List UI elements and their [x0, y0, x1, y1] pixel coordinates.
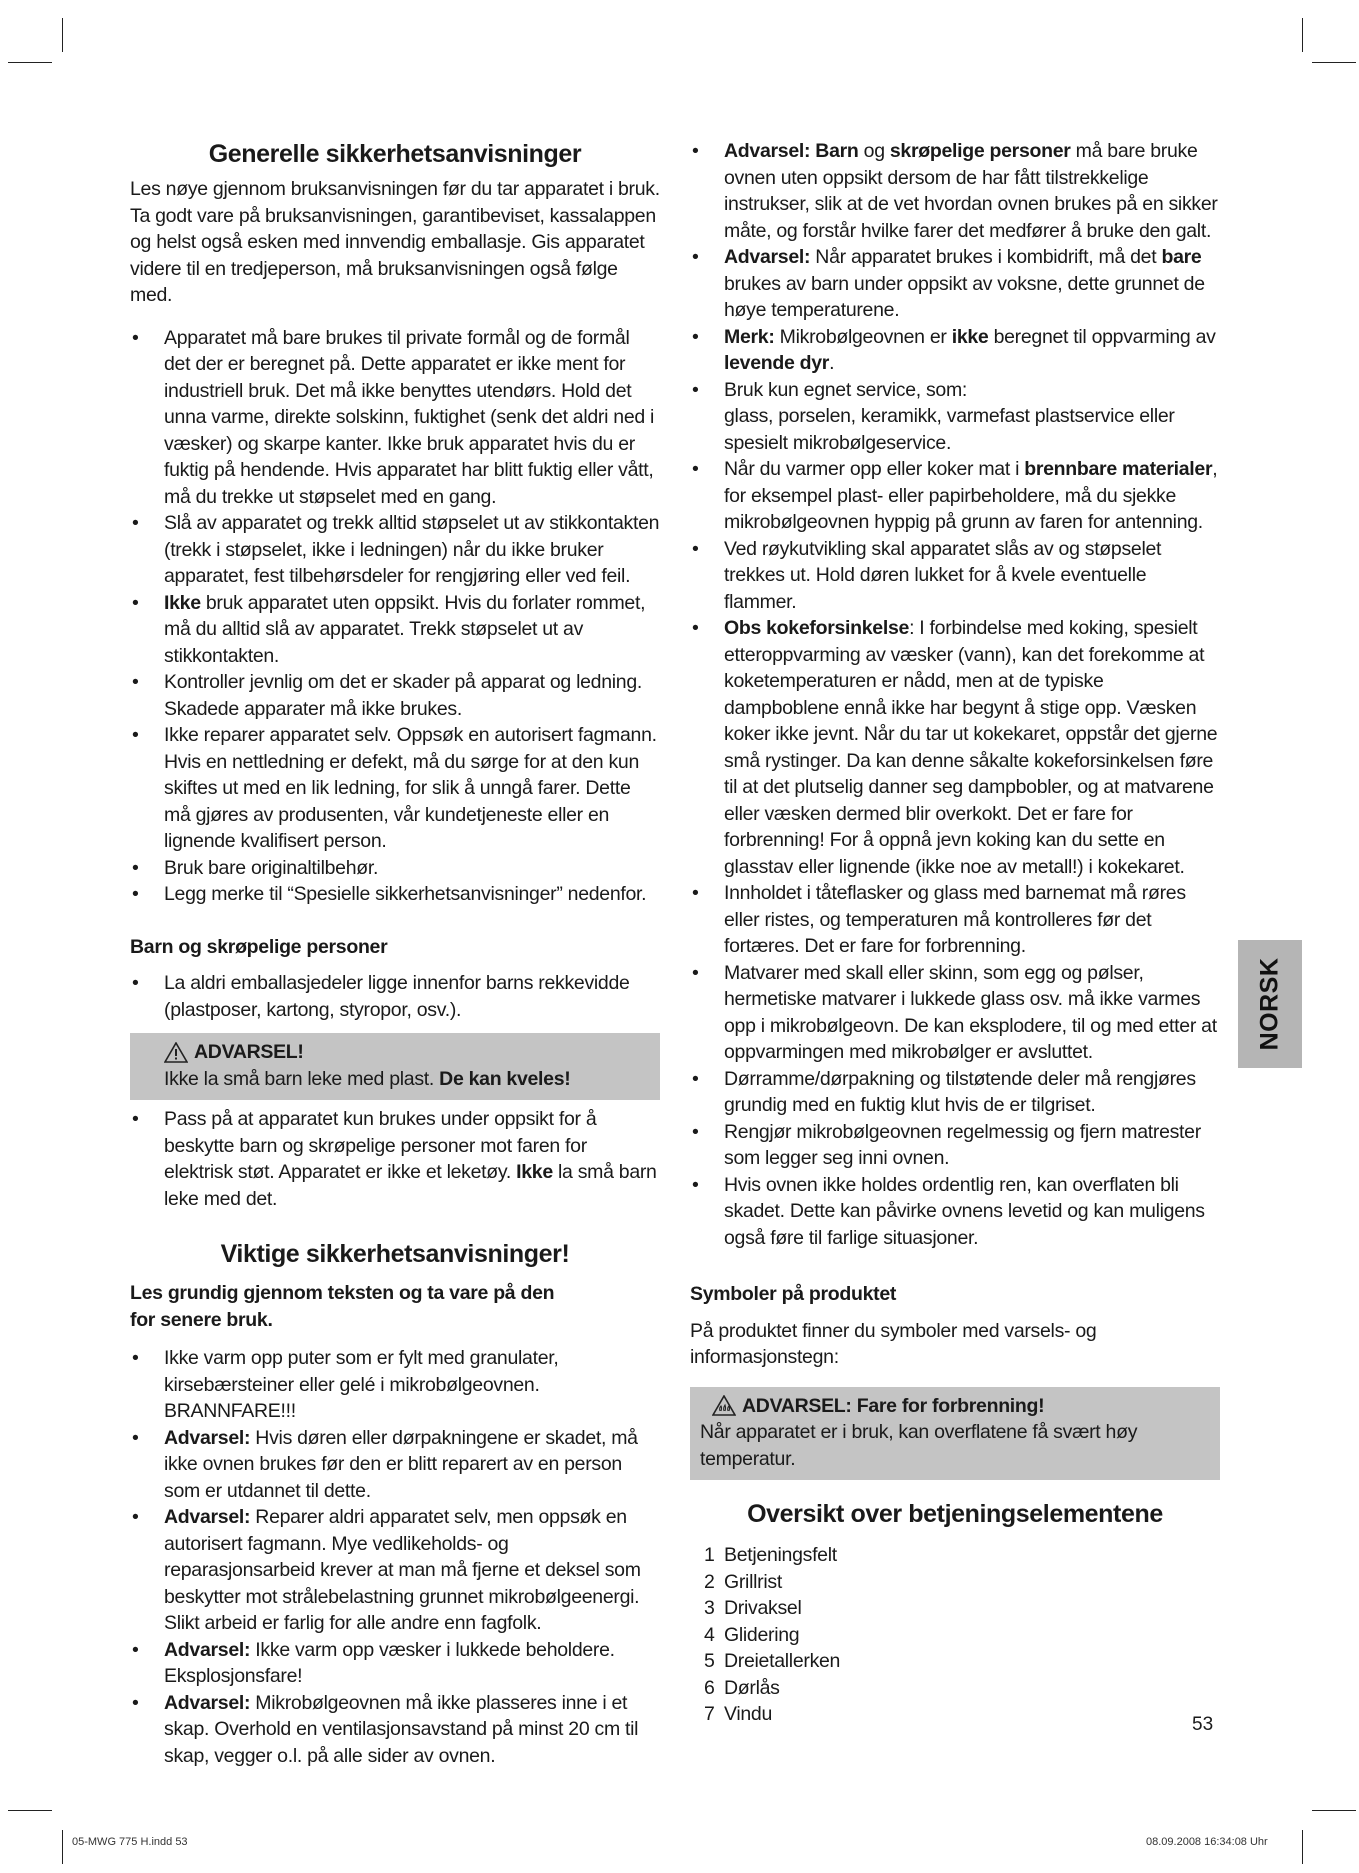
- list-item: 6 Dørlås: [704, 1676, 780, 1699]
- list-item: • Ved røykutvikling skal apparatet slås av og støpselet trekkes ut. Hold døren lukket for å kvele eventuelle flammer.: [690, 536, 1220, 616]
- crop-mark: [8, 1810, 52, 1811]
- right-column: [690, 138, 1220, 1728]
- list-item: • Advarsel: Hvis døren eller dørpakningene er skadet, må ikke ovnen brukes før den er blitt reparert av en person som er utdannet til dette.: [130, 1425, 660, 1505]
- footer-timestamp: 08.09.2008 16:34:08 Uhr: [1146, 1836, 1268, 1848]
- warning-title: ADVARSEL: Fare for forbrenning!: [742, 1394, 1045, 1417]
- list-item: • Legg merke til “Spesielle sikkerhetsanvisninger” nedenfor.: [130, 881, 660, 908]
- children-list-2: [130, 1106, 660, 1212]
- warning-triangle-icon: [164, 1042, 188, 1063]
- list-item: • Advarsel: Når apparatet brukes i kombidrift, må det bare brukes av barn under oppsikt av voksne, dette grunnet de høye temperaturene.: [690, 244, 1220, 324]
- warning-box-plastic: [130, 1033, 660, 1100]
- list-item: 7 Vindu: [704, 1703, 773, 1725]
- warning-title: ADVARSEL!: [194, 1041, 304, 1063]
- children-list: [130, 970, 660, 1023]
- important-safety-list: [130, 1345, 660, 1769]
- footer-filename: 05-MWG 775 H.indd 53: [72, 1836, 188, 1848]
- list-item: 1 Betjeningsfelt: [704, 1544, 837, 1566]
- list-item: • Ikke bruk apparatet uten oppsikt. Hvis du forlater rommet, må du alltid slå av apparatet. Trekk støpselet ut av stikkontakten.: [130, 590, 660, 670]
- warning-box-burn: [690, 1387, 1220, 1481]
- list-item: • Pass på at apparatet kun brukes under oppsikt for å beskytte barn og skrøpelige personer mot faren for elektrisk støt. Apparatet er ikke et leketøy. Ikke la små barn leke med det.: [130, 1106, 660, 1212]
- crop-mark: [62, 1830, 63, 1864]
- crop-mark: [1302, 18, 1303, 52]
- general-safety-list: [130, 325, 660, 908]
- list-item: • Når du varmer opp eller koker mat i brennbare materialer, for eksempel plast- eller papirbeholdere, må du sjekke mikrobølgeovnen hyppig på grunn av faren for antenning.: [690, 456, 1220, 536]
- important-lead: Les grundig gjennom teksten og ta vare på den for senere bruk.: [130, 1282, 555, 1331]
- list-item: • Ikke reparer apparatet selv. Oppsøk en autorisert fagmann. Hvis en nettledning er defekt, må du sørge for at den kun skiftes ut med en lik ledning, for slik å unngå farer. Dette må gjøres av produsenten, vår kundetjeneste eller en lignende kvalifisert person.: [130, 722, 660, 855]
- list-item: • Advarsel: Reparer aldri apparatet selv, men oppsøk en autorisert fagmann. Mye vedlikeholds- og reparasjonsarbeid krever at man må fjerne et deksel som beskytter mot strålebelastning grunnet mikrobølgeenergi. Slikt arbeid er farlig for alle andre enn fagfolk.: [130, 1504, 660, 1637]
- list-item: • Matvarer med skall eller skinn, som egg og pølser, hermetiske matvarer i lukkede glass osv. må ikke varmes opp i mikrobølgeovn. De kan eksplodere, til og med etter at oppvarmingen med mikrobølger er avsluttet.: [690, 960, 1220, 1066]
- special-safety-list: [690, 138, 1220, 1251]
- list-item: • Bruk kun egnet service, som: glass, porselen, keramikk, varmefast plastservice eller spesielt mikrobølgeservice.: [690, 377, 1220, 457]
- warning-emphasis: De kan kveles!: [439, 1067, 571, 1090]
- list-item: • Slå av apparatet og trekk alltid støpselet ut av stikkontakten (trekk i støpselet, ikke i ledningen) når du ikke bruker apparatet, fest tilbehørsdeler for rengjøring eller ved feil.: [130, 510, 660, 590]
- list-item: 5 Dreietallerken: [704, 1650, 841, 1672]
- language-tab-label: NORSK: [1255, 957, 1284, 1051]
- list-item: • Advarsel: Mikrobølgeovnen må ikke plasseres inne i et skap. Overhold en ventilasjonsavstand på minst 20 cm til skap, vegger o.l. på alle sider av ovnen.: [130, 1690, 660, 1770]
- list-item: • Merk: Mikrobølgeovnen er ikke beregnet til oppvarming av levende dyr.: [690, 324, 1220, 377]
- section-heading-important: Viktige sikkerhetsanvisninger!: [220, 1240, 570, 1268]
- children-heading: Barn og skrøpelige personer: [130, 935, 388, 958]
- page-number: 53: [1192, 1714, 1214, 1735]
- warning-text: Når apparatet er i bruk, kan overflatene få svært høy temperatur.: [700, 1421, 1138, 1470]
- crop-mark: [1302, 1830, 1303, 1864]
- crop-mark: [8, 62, 52, 63]
- crop-mark: [1312, 62, 1356, 63]
- intro-paragraph: Les nøye gjennom bruksanvisningen før du tar apparatet i bruk. Ta godt vare på bruksanvisningen, garantibeviset, kassalappen og helst også esken med innvendig emballasje. Gis apparatet videre til en tredjeperson, må bruksanvisningen også følge med.: [130, 178, 660, 306]
- list-item: • Bruk bare originaltilbehør.: [130, 855, 660, 882]
- list-item: 3 Drivaksel: [704, 1597, 802, 1619]
- section-heading-controls: Oversikt over betjeningselementene: [747, 1500, 1163, 1528]
- list-item: 2 Grillrist: [704, 1570, 782, 1593]
- list-item: • Dørramme/dørpakning og tilstøtende deler må rengjøres grundig med en fuktig klut hvis de er tilgriset.: [690, 1066, 1220, 1119]
- hot-surface-warning-icon: [712, 1395, 736, 1416]
- section-heading-general: Generelle sikkerhetsanvisninger: [208, 140, 582, 168]
- list-item: • Apparatet må bare brukes til private formål og de formål det der er beregnet på. Dette apparatet er ikke ment for industriell bruk. Det må ikke benyttes utendørs. Hold det unna varme, direkte solskinn, fuktighet (senk det aldri ned i væsker) og skarpe kanter. Ikke bruk apparatet hvis du er fuktig på hendende. Hvis apparatet har blitt fuktig eller vått, må du trekke ut støpselet med en gang.: [130, 325, 660, 511]
- list-item: • Ikke varm opp puter som er fylt med granulater, kirsebærsteiner eller gelé i mikrobølgeovnen. BRANNFARE!!!: [130, 1345, 660, 1425]
- crop-mark: [1312, 1810, 1356, 1811]
- list-item: • Advarsel: Barn og skrøpelige personer må bare bruke ovnen uten oppsikt dersom de har fått tilstrekkelige instrukser, slik at de vet hvordan ovnen brukes på en sikker måte, og forstår hvilke farer det medfører å bruke den galt.: [690, 138, 1220, 244]
- list-item: • La aldri emballasjedeler ligge innenfor barns rekkevidde (plastposer, kartong, styropor, osv.).: [130, 970, 660, 1023]
- warning-text: Ikke la små barn leke med plast.: [164, 1067, 440, 1090]
- crop-mark: [62, 18, 63, 52]
- list-item: • Advarsel: Ikke varm opp væsker i lukkede beholdere. Eksplosjonsfare!: [130, 1637, 660, 1690]
- list-item: • Hvis ovnen ikke holdes ordentlig ren, kan overflaten bli skadet. Dette kan påvirke ovnens levetid og kan muligens også føre til farlige situasjoner.: [690, 1172, 1220, 1252]
- language-tab: [1238, 940, 1302, 1068]
- list-item: • Kontroller jevnlig om det er skader på apparat og ledning. Skadede apparater må ikke brukes.: [130, 669, 660, 722]
- list-item: • Obs kokeforsinkelse: I forbindelse med koking, spesielt etteroppvarming av væsker (vann), kan det forekomme at koketemperaturen er nådd, men at de typiske dampboblene ennå ikke har begynt å stige opp. Væsken koker ikke jevnt. Når du tar ut kokekaret, oppstår det gjerne små rystinger. Da kan denne såkalte kokeforsinkelsen føre til at det plutselig danner seg dampbobler, og at matvarene eller væsken dermed blir overkokt. Det er fare for forbrenning! For å oppnå jevn koking kan du sette en glasstav eller lignende (ikke noe av metall!) i kokekaret.: [690, 615, 1220, 880]
- list-item: 4 Glidering: [704, 1623, 800, 1646]
- parts-list: [690, 1542, 1220, 1728]
- symbols-heading: Symboler på produktet: [690, 1283, 897, 1305]
- left-column: [130, 138, 660, 1769]
- symbols-paragraph: På produktet finner du symboler med varsels- og informasjonstegn:: [690, 1319, 1097, 1368]
- list-item: • Rengjør mikrobølgeovnen regelmessig og fjern matrester som legger seg inni ovnen.: [690, 1119, 1220, 1172]
- list-item: • Innholdet i tåteflasker og glass med barnemat må røres eller ristes, og temperaturen må kontrolleres før det fortæres. Det er fare for forbrenning.: [690, 880, 1220, 960]
